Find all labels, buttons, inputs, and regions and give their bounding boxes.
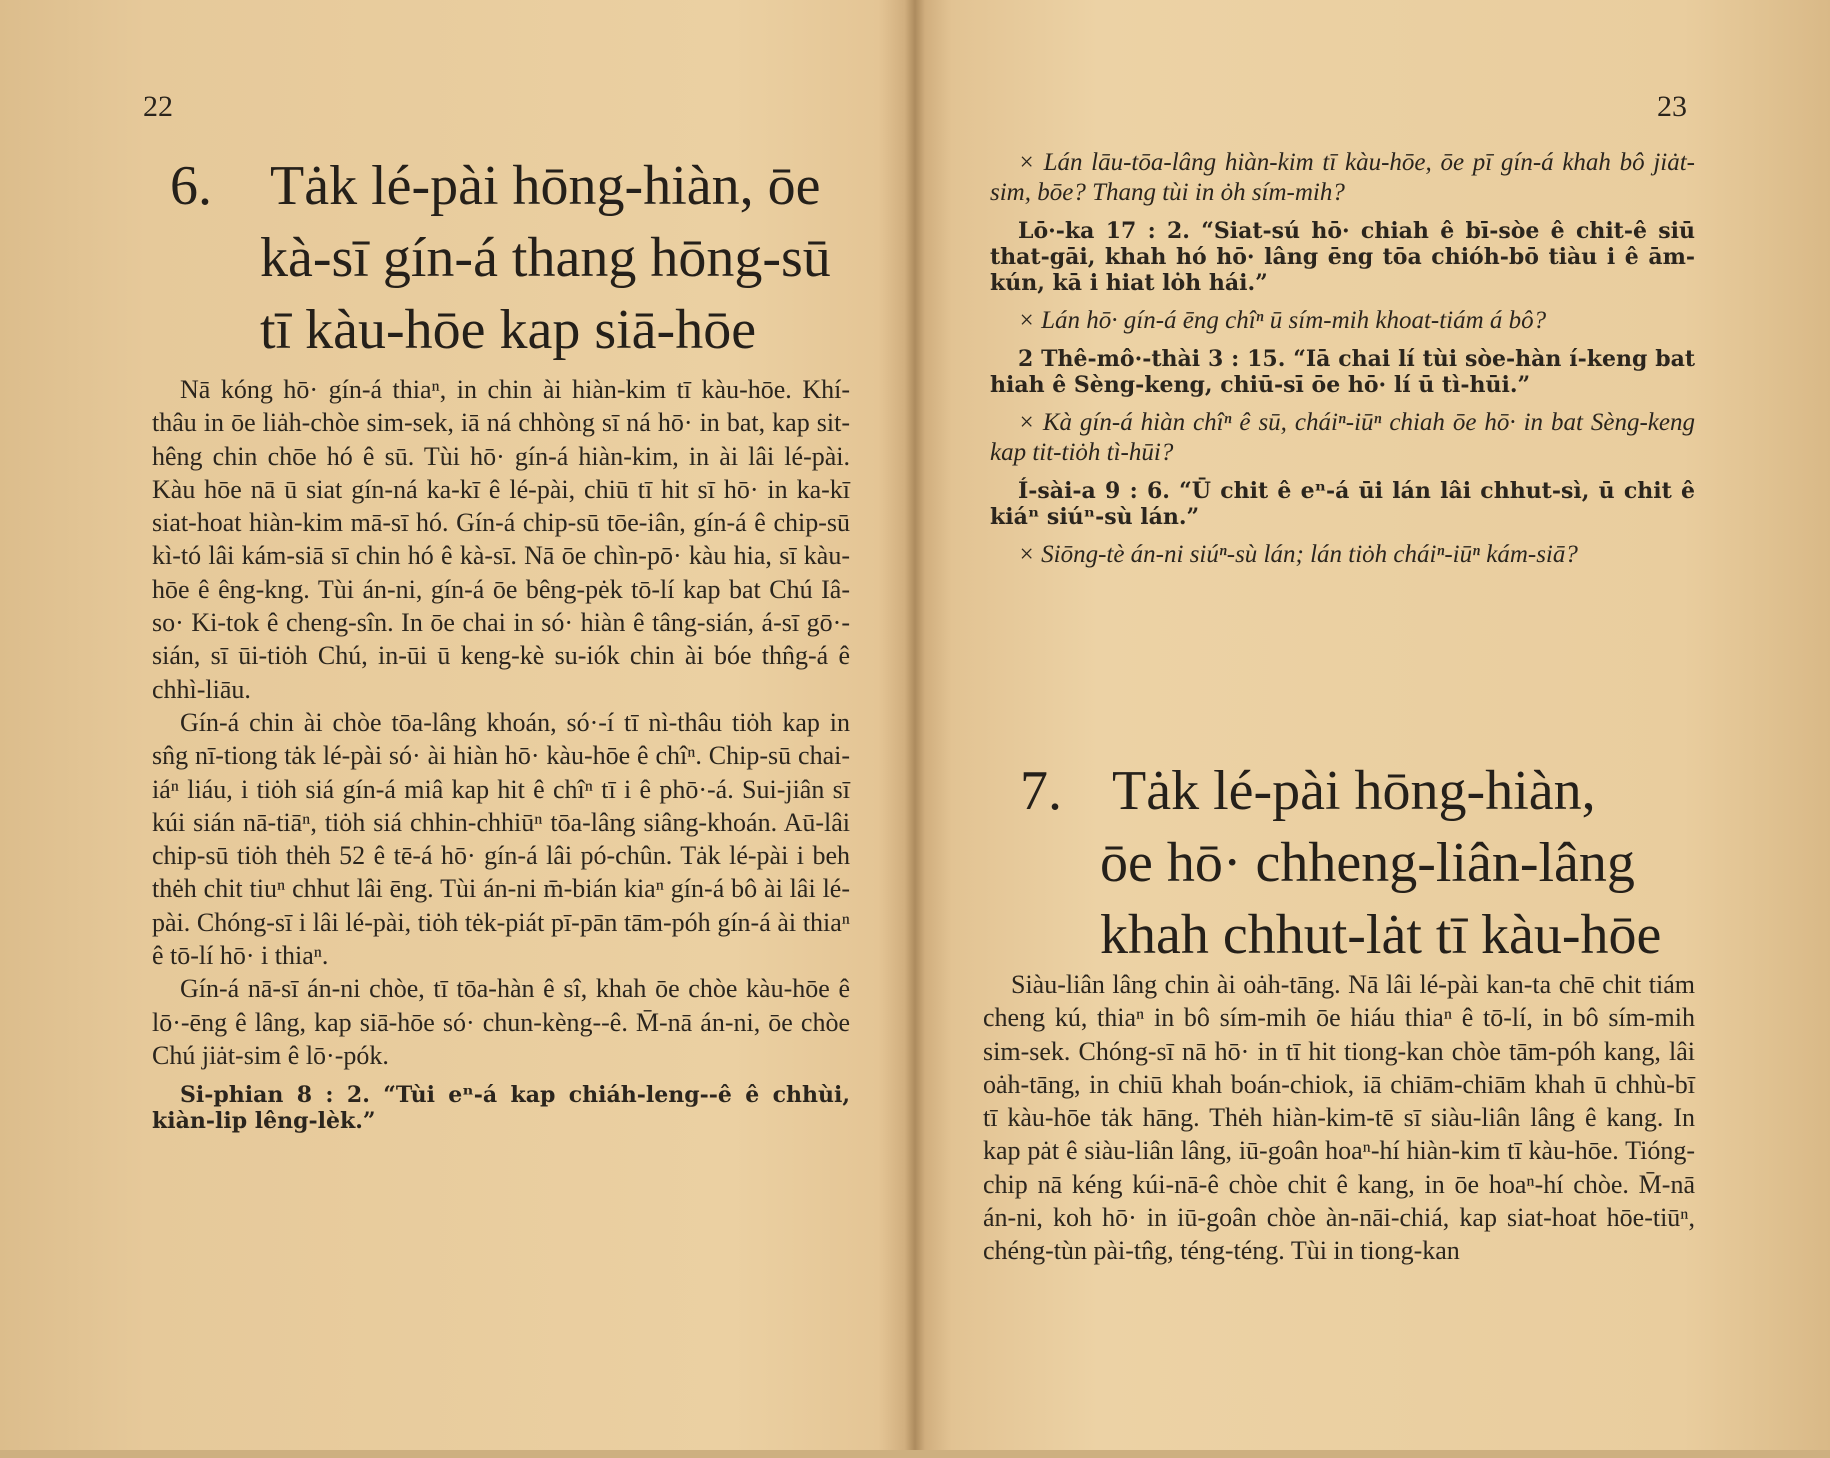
paragraph: Gín-á nā-sī án-ni chòe, tī tōa-hàn ê sî, khah ōe chòe kàu-hōe ê lō·-ēng ê lâng, kap siā-hōe só· chun-kèng--ê. M̄-nā án-ni, ōe chòe Chú jiȧt-sim ê lō·-pók. — [152, 974, 850, 1070]
heading-line: ōe hō· chheng-liân-lâng — [1100, 832, 1635, 894]
study-question: × Lán lāu-tōa-lâng hiàn-kim tī kàu-hōe, ōe pī gín-á khah bô jiȧt-sim, bōe? Thang tùi in ȯh sím-mih? — [990, 149, 1695, 206]
left-page — [0, 0, 910, 1458]
heading-line: kà-sī gín-á thang hōng-sū — [260, 227, 831, 289]
right-page — [925, 0, 1830, 1458]
paragraph: Nā kóng hō· gín-á thiaⁿ, in chin ài hiàn-kim tī kàu-hōe. Khí-thâu in ōe liȧh-chòe sim-sek, iā ná chhòng sī ná hō· in bat, kap sit-hêng chin chōe hó ê sū. Tùi hō· gín-á hiàn-kim, in ài lâi lé-pài. Kàu hōe nā ū siat gín-ná ka-kī ê lé-pài, chiū tī hit sī hō· in ka-kī siat-hoat hiàn-kim mā-sī hó. Gín-á chip-sū tōe-iân, gín-á ê chip-sū kì-tó lâi kám-siā sī chin hó ê kà-sī. Nā ōe chìn-pō· kàu hia, sī kàu-hōe ê êng-kng. Tùi án-ni, gín-á ōe bêng-pėk tō-lí kap bat Chú Iâ-so· Ki-tok ê cheng-sîn. In ōe chai in só· hiàn ê tâng-sián, á-sī gō·-sián, sī ūi-tiȯh Chú, in-ūi ū keng-kè su-iók chin ài bóe thn̂g-á ê chhì-liāu. — [152, 375, 850, 704]
paragraph: Siàu-liân lâng chin ài oȧh-tāng. Nā lâi lé-pài kan-ta chē chit tiám cheng kú, thiaⁿ in bô sím-mih ōe hiáu thiaⁿ ê tō-lí, in bô sím-mih sim-sek. Chóng-sī nā hō· in tī hit tiong-kan chòe tām-póh kang, lâi oȧh-tāng, in chiū khah boán-chiok, iā chiām-chiām khah ū chhù-bī tī kàu-hōe tȧk hāng. Thėh hiàn-kim-tē sī siàu-liân lâng ê kang. In kap pȧt ê siàu-liân lâng, iū-goân hoaⁿ-hí hiàn-kim tī kàu-hōe. Tióng-chip nā kéng kúi-nā-ê chòe chit ê kang, in ōe hoaⁿ-hí chòe. M̄-nā án-ni, koh hō· in iū-goân chòe àn-nāi-chiá, kap siat-hoat hōe-tiūⁿ, chéng-tùn pài-tn̂g, téng-téng. Tùi in tiong-kan — [983, 970, 1695, 1266]
heading-number: 6. — [170, 155, 212, 217]
heading-line: Tȧk lé-pài hōng-hiàn, ōe — [270, 155, 821, 217]
page-number: 22 — [143, 90, 173, 123]
scripture-reference: Si-phian 8 : 2. “Tùi eⁿ-á kap chiáh-leng--ê ê chhùi, kiàn-lip lêng-lèk.” — [152, 1082, 850, 1135]
scripture-reference: Í-sài-a 9 : 6. “Ū chit ê eⁿ-á ūi lán lâi chhut-sì, ū chit ê kiáⁿ siúⁿ-sù lán.” — [990, 478, 1695, 530]
heading-line: Tȧk lé-pài hōng-hiàn, — [1112, 760, 1596, 822]
right-body-text — [983, 968, 1695, 1268]
scripture-reference: Lō·-ka 17 : 2. “Siat-sú hō· chiah ê bī-sòe ê chit-ê siū that-gāi, khah hó hō· lâng ēng tōa chióh-bō tiàu i ê ām-kún, kā i hiat lȯh hái.” — [990, 218, 1695, 296]
heading-number: 7. — [1020, 760, 1062, 822]
study-question: × Lán hō· gín-á ēng chîⁿ ū sím-mih khoat-tiám á bô? — [1018, 307, 1547, 334]
paragraph: Gín-á chin ài chòe tōa-lâng khoán, só·-í tī nì-thâu tiȯh kap in sn̂g nī-tiong tȧk lé-pài só· ài hiàn hō· kàu-hōe ê chîⁿ. Chip-sū chai-iáⁿ liáu, i tiȯh siá gín-á miâ kap hit ê chîⁿ tī i ê phō·-á. Sui-jiân sī kúi sián nā-tiāⁿ, tiȯh siá chhin-chhiūⁿ tōa-lâng siâng-khoán. Aū-lâi chip-sū tiȯh thėh 52 ê tē-á hō· gín-á lâi pó-chûn. Tȧk lé-pài i beh thėh chit tiuⁿ chhut lâi ēng. Tùi án-ni m̄-bián kiaⁿ gín-á bô ài lâi lé-pài. Chóng-sī i lâi lé-pài, tiȯh tėk-piát pī-pān tām-póh gín-á ài thiaⁿ ê tō-lí hō· i thiaⁿ. — [152, 707, 850, 971]
heading-line: tī kàu-hōe kap siā-hōe — [260, 299, 757, 361]
heading-line: khah chhut-lȧt tī kàu-hōe — [1100, 904, 1662, 966]
section-heading — [170, 150, 870, 366]
section-heading — [1020, 755, 1740, 971]
page-edge — [0, 1450, 1830, 1458]
left-body-text — [152, 373, 850, 1134]
study-question: × Kà gín-á hiàn chîⁿ ê sū, cháiⁿ-iūⁿ chiah ōe hō· in bat Sèng-keng kap tit-tiȯh tì-hūi? — [990, 409, 1695, 466]
page-number: 23 — [1657, 90, 1687, 123]
book-gutter — [905, 0, 925, 1458]
right-study-questions — [990, 148, 1695, 570]
scripture-reference: 2 Thê-mô·-thài 3 : 15. “Iā chai lí tùi sòe-hàn í-keng bat hiah ê Sèng-keng, chiū-sī ōe hō· lí ū tì-hūi.” — [990, 346, 1695, 398]
study-question: × Siōng-tè án-ni siúⁿ-sù lán; lán tiȯh cháiⁿ-iūⁿ kám-siā? — [1018, 541, 1578, 568]
